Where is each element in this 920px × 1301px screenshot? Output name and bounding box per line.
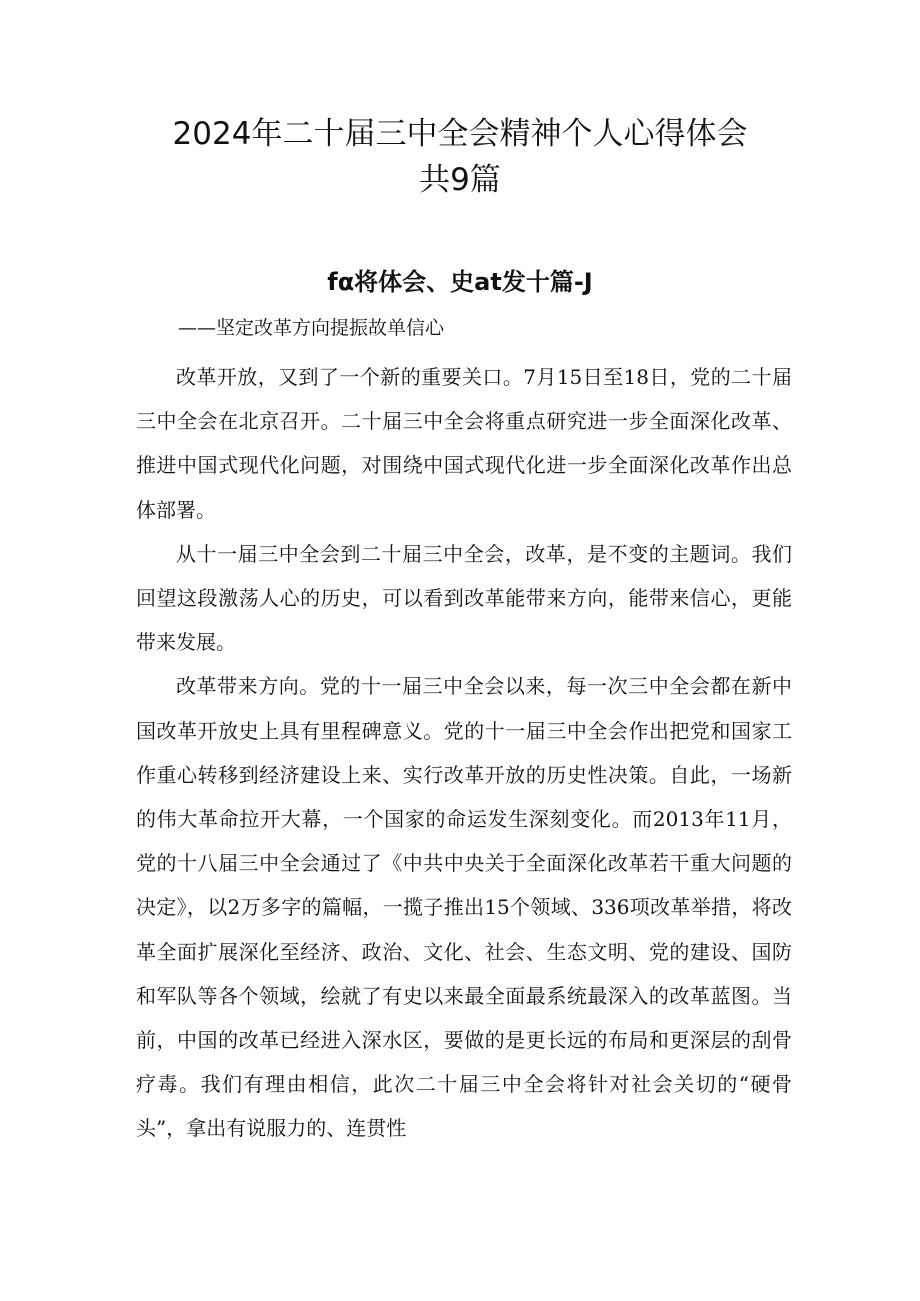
body-text bbox=[136, 355, 792, 1151]
document-title-line-2: 共9篇 bbox=[419, 162, 501, 198]
section-subtitle: ——坚定改革方向提振故单信心 bbox=[178, 317, 445, 339]
document-title-line-1: 2024年二十届三中全会精神个人心得体会 bbox=[172, 116, 748, 152]
paragraph: 改革带来方向。党的十一届三中全会以来，每一次三中全会都在新中国改革开放史上具有里程碑意义。党的十一届三中全会作出把党和国家工作重心转移到经济建设上来、实行改革开放的历史性决策。自此，一场新的伟大革命拉开大幕，一个国家的命运发生深刻变化。而2013年11月，党的十八届三中全会通过了《中共中央关于全面深化改革若干重大问题的决定》，以2万多字的篇幅，一揽子推出15个领域、336项改革举措，将改革全面扩展深化至经济、政治、文化、社会、生态文明、党的建设、国防和军队等各个领域，绘就了有史以来最全面最系统最深入的改革蓝图。当前，中国的改革已经进入深水区，要做的是更长远的布局和更深层的刮骨疗毒。我们有理由相信，此次二十届三中全会将针对社会关切的“硬骨头”，拿出有说服力的、连贯性 bbox=[136, 674, 792, 1141]
paragraph: 改革开放，又到了一个新的重要关口。7月15日至18日，党的二十届三中全会在北京召开。二十届三中全会将重点研究进一步全面深化改革、推进中国式现代化问题，对围绕中国式现代化进一步全面深化改革作出总体部署。 bbox=[136, 365, 792, 522]
paragraph: 从十一届三中全会到二十届三中全会，改革，是不变的主题词。我们回望这段激荡人心的历史，可以看到改革能带来方向，能带来信心，更能带来发展。 bbox=[136, 541, 792, 655]
section-heading: fα将体会、史at发十篇-J bbox=[327, 268, 593, 296]
